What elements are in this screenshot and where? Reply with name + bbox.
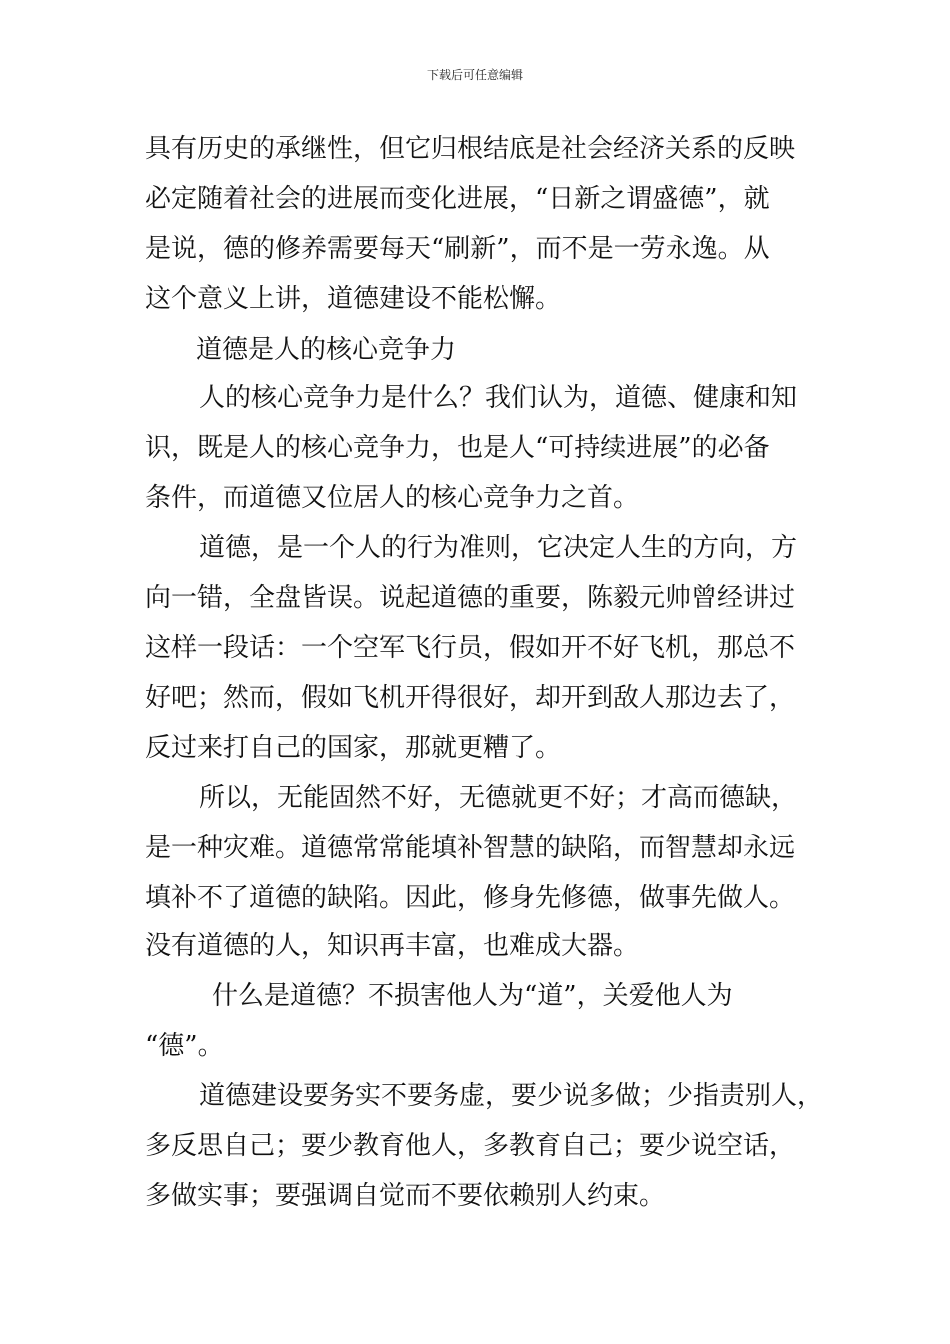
- text-line: 识，既是人的核心竞争力，也是人“可持续进展”的必备: [145, 433, 770, 463]
- section-heading: 道德是人的核心竞争力: [196, 335, 457, 365]
- text-line: 这样一段话：一个空军飞行员，假如开不好飞机，那总不: [145, 633, 796, 663]
- text-line: 多做实事；要强调自觉而不要依赖别人约束。: [145, 1181, 666, 1211]
- text-line: 条件，而道德又位居人的核心竞争力之首。: [145, 483, 640, 513]
- text-line: 具有历史的承继性，但它归根结底是社会经济关系的反映: [145, 134, 796, 164]
- text-line: 所以，无能固然不好，无德就更不好；才高而德缺，: [199, 783, 798, 813]
- text-line: 向一错，全盘皆误。说起道德的重要，陈毅元帅曾经讲过: [145, 583, 796, 613]
- text-line: 好吧；然而，假如飞机开得很好，却开到敌人那边去了，: [145, 683, 796, 713]
- text-line: 反过来打自己的国家，那就更糟了。: [145, 733, 562, 763]
- text-line: 填补不了道德的缺陷。因此，修身先修德，做事先做人。: [145, 883, 796, 913]
- text-line: 道德建设要务实不要务虚，要少说多做；少指责别人，: [199, 1081, 824, 1111]
- text-line: 这个意义上讲，道德建设不能松懈。: [145, 284, 562, 314]
- text-line: 没有道德的人，知识再丰富，也难成大器。: [145, 931, 640, 961]
- text-line: 多反思自己；要少教育他人，多教育自己；要少说空话，: [145, 1131, 796, 1161]
- text-line: 必定随着社会的进展而变化进展，“日新之谓盛德”，就: [145, 184, 770, 214]
- page-header: 下载后可任意编辑: [426, 68, 523, 82]
- text-line: 什么是道德？不损害他人为“道”，关爱他人为: [212, 981, 733, 1011]
- text-line: 是一种灾难。道德常常能填补智慧的缺陷，而智慧却永远: [145, 833, 796, 863]
- text-line: 道德，是一个人的行为准则，它决定人生的方向，方: [199, 533, 798, 563]
- text-line: 人的核心竞争力是什么？我们认为，道德、健康和知: [199, 383, 798, 413]
- text-line: 是说，德的修养需要每天“刷新”，而不是一劳永逸。从: [145, 234, 770, 264]
- text-line: “德”。: [145, 1031, 224, 1061]
